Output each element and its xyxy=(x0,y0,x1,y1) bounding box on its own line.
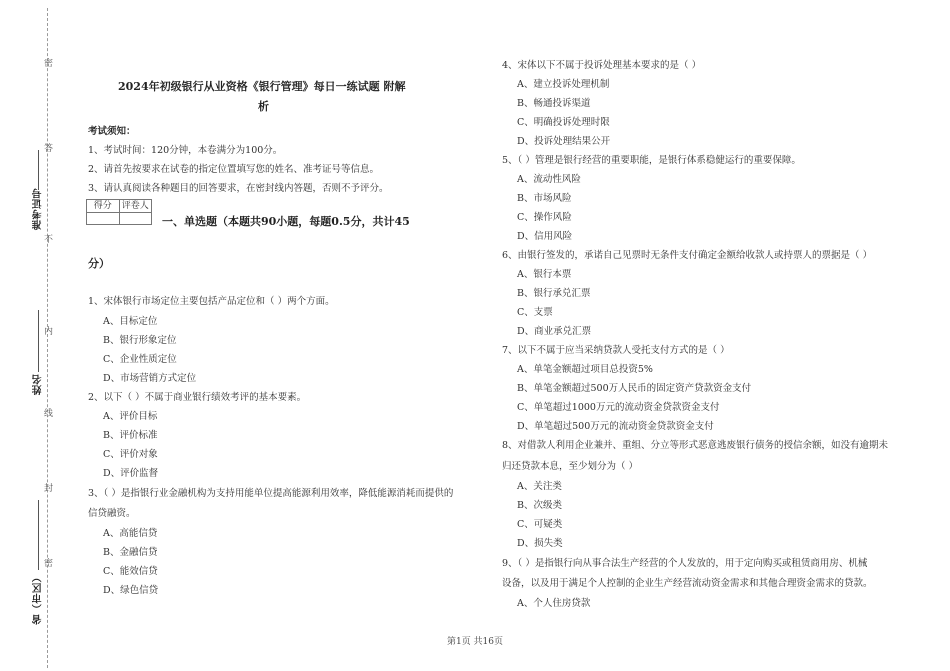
question-option: B、单笔金额超过500万人民币的固定资产贷款资金支付 xyxy=(517,383,752,394)
question-option: C、可疑类 xyxy=(517,519,563,530)
question-option: B、银行承兑汇票 xyxy=(517,288,591,299)
question-option: A、建立投诉处理机制 xyxy=(517,79,610,90)
question-option: C、评价对象 xyxy=(103,449,158,460)
question-stem: 1、宋体银行市场定位主要包括产品定位和（ ）两个方面。 xyxy=(88,296,335,307)
margin-char: 密 xyxy=(44,59,54,69)
title-line-1: 2024年初级银行从业资格《银行管理》每日一练试题 附解 xyxy=(118,80,406,93)
question-option: D、损失类 xyxy=(517,538,563,549)
section-heading: 一、单选题（本题共90小题，每题0.5分，共计45 xyxy=(162,215,410,228)
question-option: A、流动性风险 xyxy=(517,174,581,185)
paper-title xyxy=(118,77,418,117)
question-option: A、评价目标 xyxy=(103,411,158,422)
question-option: B、市场风险 xyxy=(517,193,572,204)
question-stem: 6、由银行签发的，承诺自己见票时无条件支付确定金额给收款人或持票人的票据是（ ） xyxy=(502,250,873,261)
notice-item: 1、考试时间：120分钟，本卷满分为100分。 xyxy=(88,145,283,156)
margin-char: 不 xyxy=(44,235,54,245)
question-option: C、单笔超过1000万元的流动资金贷款资金支付 xyxy=(517,402,720,413)
grader-label: 评卷人 xyxy=(119,200,152,212)
question-option: D、单笔超过500万元的流动资金贷款资金支付 xyxy=(517,421,714,432)
question-stem: 9、（ ）是指银行向从事合法生产经营的个人发放的，用于定向购买或租赁商用房、机械 xyxy=(502,558,868,569)
notice-item: 3、请认真阅读各种题目的回答要求，在密封线内答题，否则不予评分。 xyxy=(88,183,389,194)
question-stem-cont: 设备，以及用于满足个人控制的企业生产经营流动资金需求和其他合理资金需求的贷款。 xyxy=(502,578,873,589)
question-option: A、高能信贷 xyxy=(103,528,158,539)
notice-item: 2、请首先按要求在试卷的指定位置填写您的姓名、准考证号等信息。 xyxy=(88,164,380,175)
margin-char: 封 xyxy=(44,484,54,494)
section-heading-cont: 分） xyxy=(88,257,110,270)
province-label: 省（市区） xyxy=(33,572,44,625)
title-line-2: 析 xyxy=(258,100,269,113)
question-option: B、评价标准 xyxy=(103,430,158,441)
question-option: B、银行形象定位 xyxy=(103,335,177,346)
question-option: A、银行本票 xyxy=(517,269,572,280)
score-box xyxy=(86,199,152,225)
question-option: C、能效信贷 xyxy=(103,566,158,577)
question-stem: 5、（ ）管理是银行经营的重要职能，是银行体系稳健运行的重要保障。 xyxy=(502,155,801,166)
question-option: D、商业承兑汇票 xyxy=(517,326,592,337)
question-option: D、市场营销方式定位 xyxy=(103,373,197,384)
notice-heading: 考试须知： xyxy=(88,126,136,137)
question-stem: 4、宋体以下不属于投诉处理基本要求的是（ ） xyxy=(502,60,702,71)
question-option: B、畅通投诉渠道 xyxy=(517,98,591,109)
question-option: D、信用风险 xyxy=(517,231,573,242)
margin-char: 密 xyxy=(44,559,54,569)
page-number: 第1页 共16页 xyxy=(446,637,504,647)
question-option: C、操作风险 xyxy=(517,212,572,223)
question-stem: 8、对借款人利用企业兼并、重组、分立等形式恶意逃废银行债务的授信余额，如没有逾期未 xyxy=(502,440,889,451)
exam-no-line xyxy=(38,150,39,190)
question-option: C、明确投诉处理时限 xyxy=(517,117,610,128)
question-option: D、绿色信贷 xyxy=(103,585,159,596)
question-stem: 7、以下不属于应当采纳贷款人受托支付方式的是（ ） xyxy=(502,345,730,356)
question-option: D、投诉处理结果公开 xyxy=(517,136,611,147)
seal-line xyxy=(47,8,48,668)
name-label: 姓名 xyxy=(33,374,44,395)
question-option: A、个人住房贷款 xyxy=(517,598,591,609)
name-line xyxy=(38,310,39,372)
question-stem: 3、（ ）是指银行业金融机构为支持用能单位提高能源利用效率，降低能源消耗而提供的 xyxy=(88,488,454,499)
question-option: B、次级类 xyxy=(517,500,562,511)
question-option: A、目标定位 xyxy=(103,316,158,327)
question-stem-cont: 归还贷款本息，至少划分为（ ） xyxy=(502,461,639,472)
margin-char: 线 xyxy=(44,409,54,419)
margin-char: 答 xyxy=(44,144,54,154)
question-option: B、金融信贷 xyxy=(103,547,158,558)
score-label: 得分 xyxy=(93,201,112,211)
margin-char: 内 xyxy=(44,327,54,337)
province-line xyxy=(38,500,39,570)
question-option: C、企业性质定位 xyxy=(103,354,177,365)
question-stem: 2、以下（ ）不属于商业银行绩效考评的基本要素。 xyxy=(88,392,307,403)
exam-no-label: 准考证号 xyxy=(33,188,44,230)
grader-cell xyxy=(119,213,152,224)
question-option: C、支票 xyxy=(517,307,553,318)
score-cell xyxy=(87,213,119,224)
question-option: A、关注类 xyxy=(517,481,562,492)
question-stem-cont: 信贷融资。 xyxy=(88,508,136,519)
question-option: D、评价监督 xyxy=(103,468,159,479)
question-option: A、单笔金额超过项目总投资5% xyxy=(517,364,653,375)
